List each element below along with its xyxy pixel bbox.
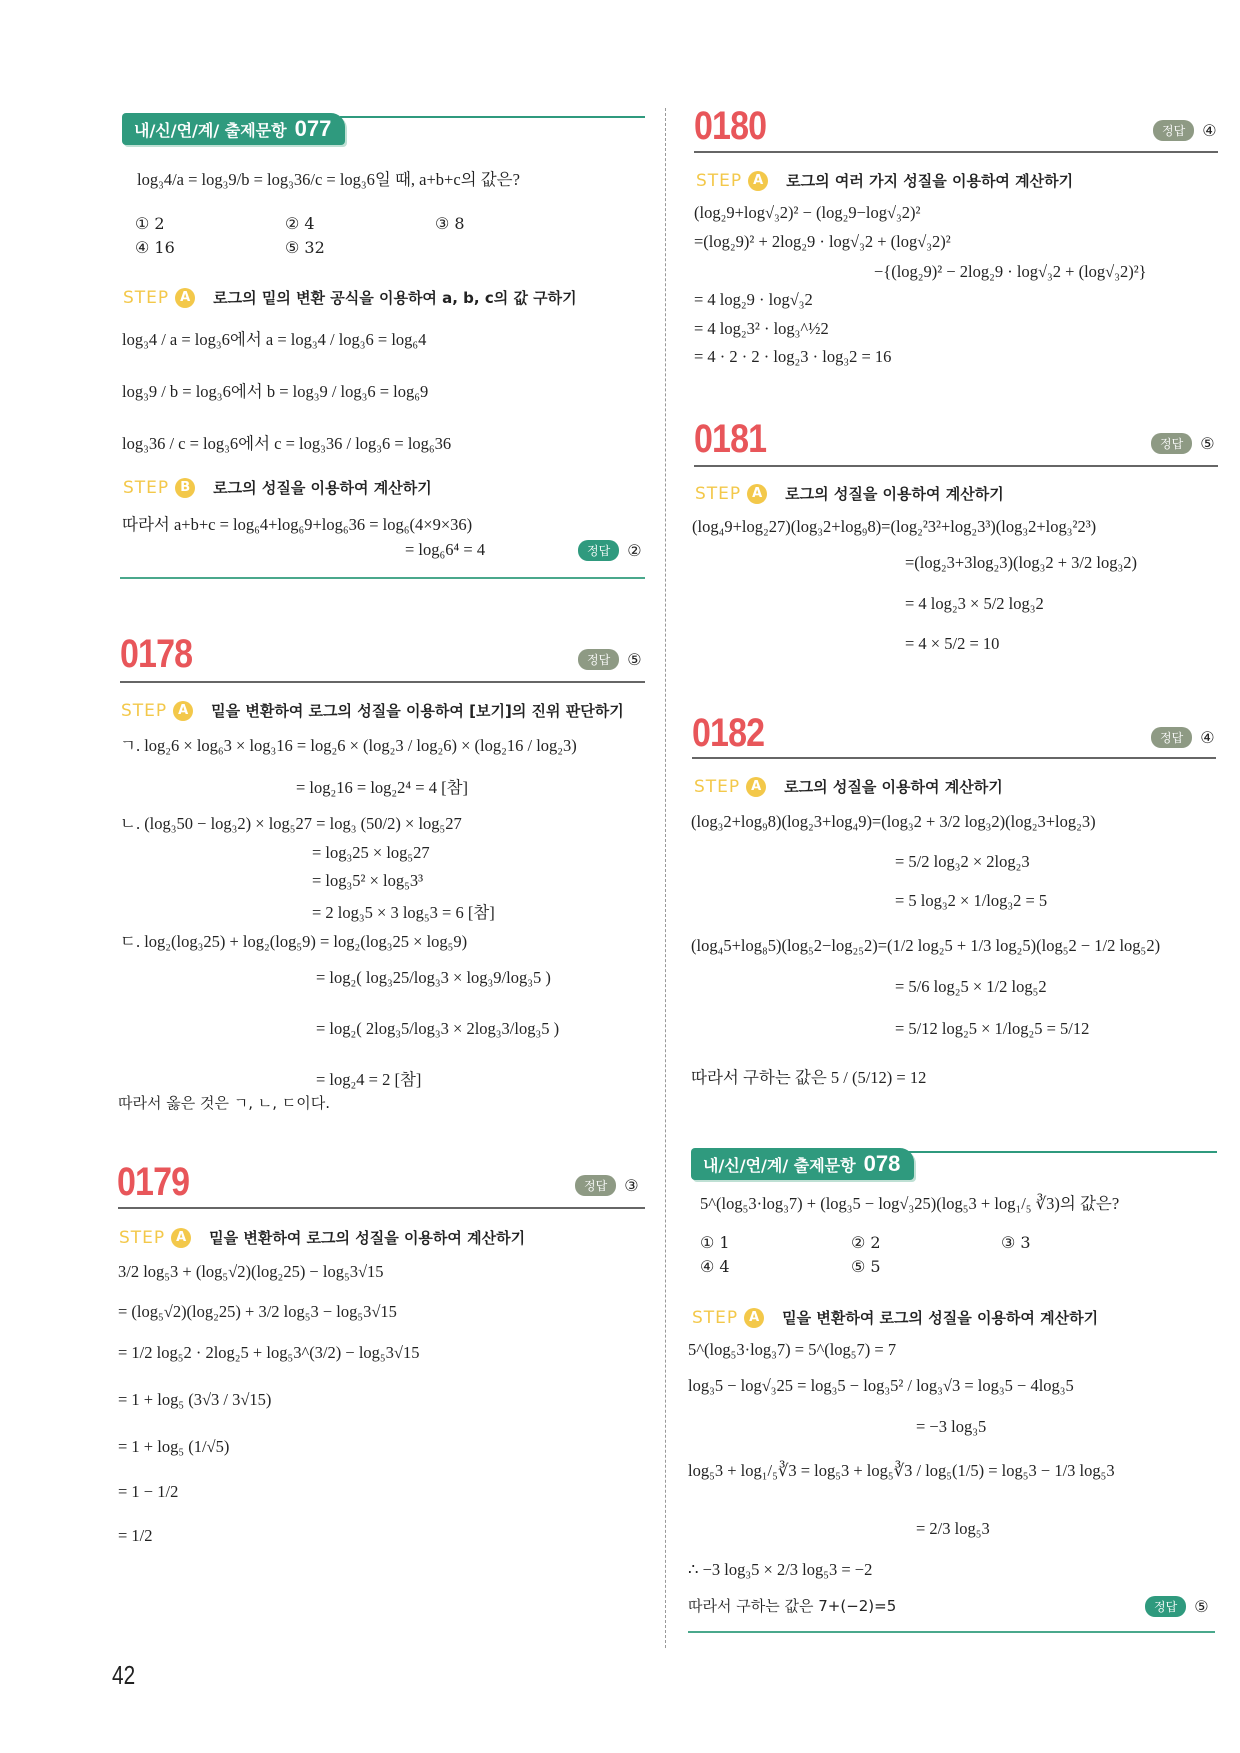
title-rule: [120, 681, 645, 683]
answer-value: ⑤: [627, 650, 642, 669]
answer-value: ④: [1200, 728, 1215, 747]
answer-mark: [575, 1175, 639, 1196]
solution-line: = 4 × 5/2 = 10: [905, 634, 1000, 653]
solution-line: = 1 − 1/2: [118, 1482, 179, 1501]
title-rule: [694, 151, 1218, 153]
step-b-heading: [123, 477, 432, 498]
step-word: STEP: [695, 483, 742, 504]
solution-line: log₃5 − log√₃25 = log₃5 − log₃5² / log₃√3 = log₃5 − 4log₃5: [688, 1376, 1074, 1395]
step-letter-icon: A: [171, 1228, 191, 1248]
answer-value: ⑤: [1194, 1597, 1209, 1616]
choice-4: ④ 4: [700, 1257, 730, 1276]
answer-badge: 정답: [578, 540, 619, 561]
problem-number: 0182: [692, 711, 765, 755]
answer-badge: 정답: [575, 1175, 616, 1196]
section-end-rule: [120, 577, 645, 579]
answer-value: ④: [1202, 121, 1217, 140]
answer-mark: [578, 540, 642, 561]
step-title: 로그의 여러 가지 성질을 이용하여 계산하기: [786, 172, 1074, 190]
step-a-heading: [694, 776, 1003, 797]
step-a-heading: [692, 1307, 1098, 1328]
solution-line: = log₆6⁴ = 4: [405, 540, 486, 559]
naesin-banner: [122, 113, 345, 145]
step-title: 로그의 성질을 이용하여 계산하기: [213, 479, 432, 497]
solution-line: ㄴ. (log₃50 − log₃2) × log₅27 = log₃ (50/2) × log₅27: [120, 814, 462, 833]
solution-line: = 2/3 log₅3: [916, 1519, 990, 1538]
solution-line: =(log₂9)² + 2log₂9 · log√₃2 + (log√₃2)²: [694, 232, 951, 251]
answer-badge: 정답: [1145, 1596, 1186, 1617]
answer-mark: [578, 649, 642, 670]
step-title: 로그의 성질을 이용하여 계산하기: [784, 778, 1003, 796]
step-a-heading: [695, 483, 1004, 504]
page-number: 42: [112, 1660, 136, 1690]
solution-line: = 5/12 log₂5 × 1/log₂5 = 5/12: [895, 1019, 1090, 1038]
solution-line: = log₂( 2log₃5/log₃3 × 2log₃3/log₃5 ): [316, 1019, 560, 1038]
step-letter-icon: A: [747, 484, 767, 504]
answer-value: ③: [624, 1176, 639, 1195]
answer-value: ②: [627, 541, 642, 560]
step-title: 밑을 변환하여 로그의 성질을 이용하여 [보기]의 진위 판단하기: [211, 702, 624, 720]
solution-line: = log₂( log₃25/log₃3 × log₃9/log₃5 ): [316, 968, 551, 987]
title-rule: [118, 1207, 645, 1209]
solution-line: (log₃2+log₉8)(log₂3+log₄9)=(log₃2 + 3/2 log₃2)(log₂3+log₂3): [691, 812, 1096, 831]
step-title: 밑을 변환하여 로그의 성질을 이용하여 계산하기: [209, 1229, 526, 1247]
step-a-heading: [123, 287, 577, 308]
answer-mark: [1151, 727, 1215, 748]
choice-5: ⑤ 32: [285, 238, 325, 257]
banner-number: 077: [294, 116, 332, 141]
solution-line: (log₂9+log√₃2)² − (log₂9−log√₃2)²: [694, 203, 921, 222]
choice-4: ④ 16: [135, 238, 175, 257]
solution-line: 5^(log₅3·log₃7) = 5^(log₅7) = 7: [688, 1340, 897, 1359]
banner-line: [340, 116, 645, 118]
step-letter-icon: A: [175, 288, 195, 308]
solution-line: −{(log₂9)² − 2log₂9 · log√₃2 + (log√₃2)²}: [874, 262, 1147, 281]
choice-2: ② 4: [285, 214, 315, 233]
solution-line: log₃36 / c = log₃6에서 c = log₃36 / log₃6 = log₆36: [122, 434, 452, 453]
solution-line: ㄷ. log₂(log₃25) + log₂(log₅9) = log₂(log₃25 × log₅9): [120, 932, 468, 951]
solution-line: = 4 log₂3 × 5/2 log₃2: [905, 594, 1044, 613]
solution-line: = 4 log₂3² · log₃^½2: [694, 319, 829, 338]
solution-line: = log₂16 = log₂2⁴ = 4 [참]: [296, 778, 469, 797]
solution-line: = 5/6 log₂5 × 1/2 log₅2: [895, 977, 1047, 996]
answer-value: ⑤: [1200, 434, 1215, 453]
title-rule: [692, 757, 1216, 759]
solution-line: = 1 + log₅ (3√3 / 3√15): [118, 1390, 272, 1409]
solution-line: ∴ −3 log₃5 × 2/3 log₅3 = −2: [688, 1560, 873, 1579]
solution-line: (log₄9+log₂27)(log₃2+log₉8)=(log₂²3²+log₂3³)(log₃2+log₃²2³): [692, 517, 1097, 536]
step-word: STEP: [121, 700, 168, 721]
solution-line: 3/2 log₅3 + (log₅√2)(log₂25) − log₅3√15: [118, 1262, 384, 1281]
step-a-heading: [696, 170, 1073, 191]
conclusion-line: 따라서 구하는 값은 7+(−2)=5: [688, 1597, 897, 1615]
solution-line: = −3 log₃5: [916, 1417, 987, 1436]
answer-badge: 정답: [578, 649, 619, 670]
step-a-heading: [119, 1227, 525, 1248]
problem-number: 0180: [694, 104, 767, 148]
banner-label: 내/신/연/계/ 출제문항: [134, 120, 287, 140]
question-text: 5^(log₅3·log₃7) + (log₃5 − log√₃25)(log₅3 + log₁/₅ ∛3)의 값은?: [700, 1194, 1120, 1213]
answer-badge: 정답: [1153, 120, 1194, 141]
choice-3: ③ 3: [1001, 1233, 1031, 1252]
choice-5: ⑤ 5: [851, 1257, 881, 1276]
choice-2: ② 2: [851, 1233, 881, 1252]
conclusion-line: 따라서 옳은 것은 ㄱ, ㄴ, ㄷ이다.: [118, 1094, 331, 1112]
solution-line: log₃9 / b = log₃6에서 b = log₃9 / log₃6 = log₆9: [122, 382, 429, 401]
title-rule: [694, 465, 1218, 467]
solution-line: = log₂4 = 2 [참]: [316, 1070, 422, 1089]
step-a-heading: [121, 700, 624, 721]
column-divider: [665, 108, 666, 1648]
problem-number: 0181: [694, 417, 767, 461]
solution-line: log₅3 + log₁/₅∛3 = log₅3 + log₅∛3 / log₅(1/5) = log₅3 − 1/3 log₅3: [688, 1461, 1115, 1480]
banner-line: [905, 1151, 1217, 1153]
step-title: 로그의 밑의 변환 공식을 이용하여 a, b, c의 값 구하기: [213, 289, 577, 307]
solution-line: (log₄5+log₈5)(log₅2−log₂₅2)=(1/2 log₂5 + 1/3 log₂5)(log₅2 − 1/2 log₅2): [691, 936, 1161, 955]
solution-line: = (log₅√2)(log₂25) + 3/2 log₅3 − log₅3√15: [118, 1302, 397, 1321]
solution-line: = log₃25 × log₅27: [312, 843, 430, 862]
banner-number: 078: [863, 1151, 901, 1176]
solution-line: = 4 log₂9 · log√₃2: [694, 290, 813, 309]
answer-mark: [1153, 120, 1217, 141]
solution-line: = 5/2 log₃2 × 2log₂3: [895, 852, 1030, 871]
answer-badge: 정답: [1151, 433, 1192, 454]
step-title: 밑을 변환하여 로그의 성질을 이용하여 계산하기: [782, 1309, 1099, 1327]
banner-label: 내/신/연/계/ 출제문항: [703, 1155, 856, 1175]
step-word: STEP: [692, 1307, 739, 1328]
naesin-banner: [691, 1148, 914, 1180]
choice-3: ③ 8: [435, 214, 465, 233]
section-end-rule: [688, 1631, 1215, 1633]
solution-line: 따라서 a+b+c = log₆4+log₆9+log₆36 = log₆(4×9×36): [122, 515, 473, 534]
choice-1: ① 1: [700, 1233, 730, 1252]
step-letter-icon: A: [746, 777, 766, 797]
solution-line: log₃4 / a = log₃6에서 a = log₃4 / log₃6 = log₆4: [122, 330, 427, 349]
solution-line: = 2 log₃5 × 3 log₅3 = 6 [참]: [312, 903, 495, 922]
step-title: 로그의 성질을 이용하여 계산하기: [785, 485, 1004, 503]
step-letter-icon: B: [175, 478, 195, 498]
step-word: STEP: [694, 776, 741, 797]
step-word: STEP: [119, 1227, 166, 1248]
choice-1: ① 2: [135, 214, 165, 233]
answer-mark: [1151, 433, 1215, 454]
solution-line: = 5 log₃2 × 1/log₃2 = 5: [895, 891, 1048, 910]
step-letter-icon: A: [744, 1308, 764, 1328]
solution-line: = 1/2 log₅2 · 2log₂5 + log₅3^(3/2) − log₅3√15: [118, 1343, 420, 1362]
problem-number: 0178: [120, 632, 193, 676]
answer-badge: 정답: [1151, 727, 1192, 748]
answer-mark: [1145, 1596, 1209, 1617]
solution-line: = 4 · 2 · 2 · log₂3 · log₃2 = 16: [694, 347, 892, 366]
solution-line: = log₃5² × log₅3³: [312, 871, 424, 890]
step-word: STEP: [123, 477, 170, 498]
solution-line: = 1 + log₅ (1/√5): [118, 1437, 230, 1456]
question-text: log₃4/a = log₃9/b = log₃36/c = log₃6일 때, a+b+c의 값은?: [137, 170, 520, 189]
step-word: STEP: [696, 170, 743, 191]
step-word: STEP: [123, 287, 170, 308]
problem-number: 0179: [117, 1160, 190, 1204]
solution-line: = 1/2: [118, 1526, 153, 1545]
step-letter-icon: A: [173, 701, 193, 721]
step-letter-icon: A: [748, 171, 768, 191]
solution-line: ㄱ. log₂6 × log₆3 × log₃16 = log₂6 × (log₂3 / log₂6) × (log₂16 / log₂3): [120, 736, 577, 755]
conclusion-line: 따라서 구하는 값은 5 / (5/12) = 12: [691, 1068, 927, 1087]
solution-line: =(log₂3+3log₂3)(log₃2 + 3/2 log₃2): [905, 553, 1137, 572]
